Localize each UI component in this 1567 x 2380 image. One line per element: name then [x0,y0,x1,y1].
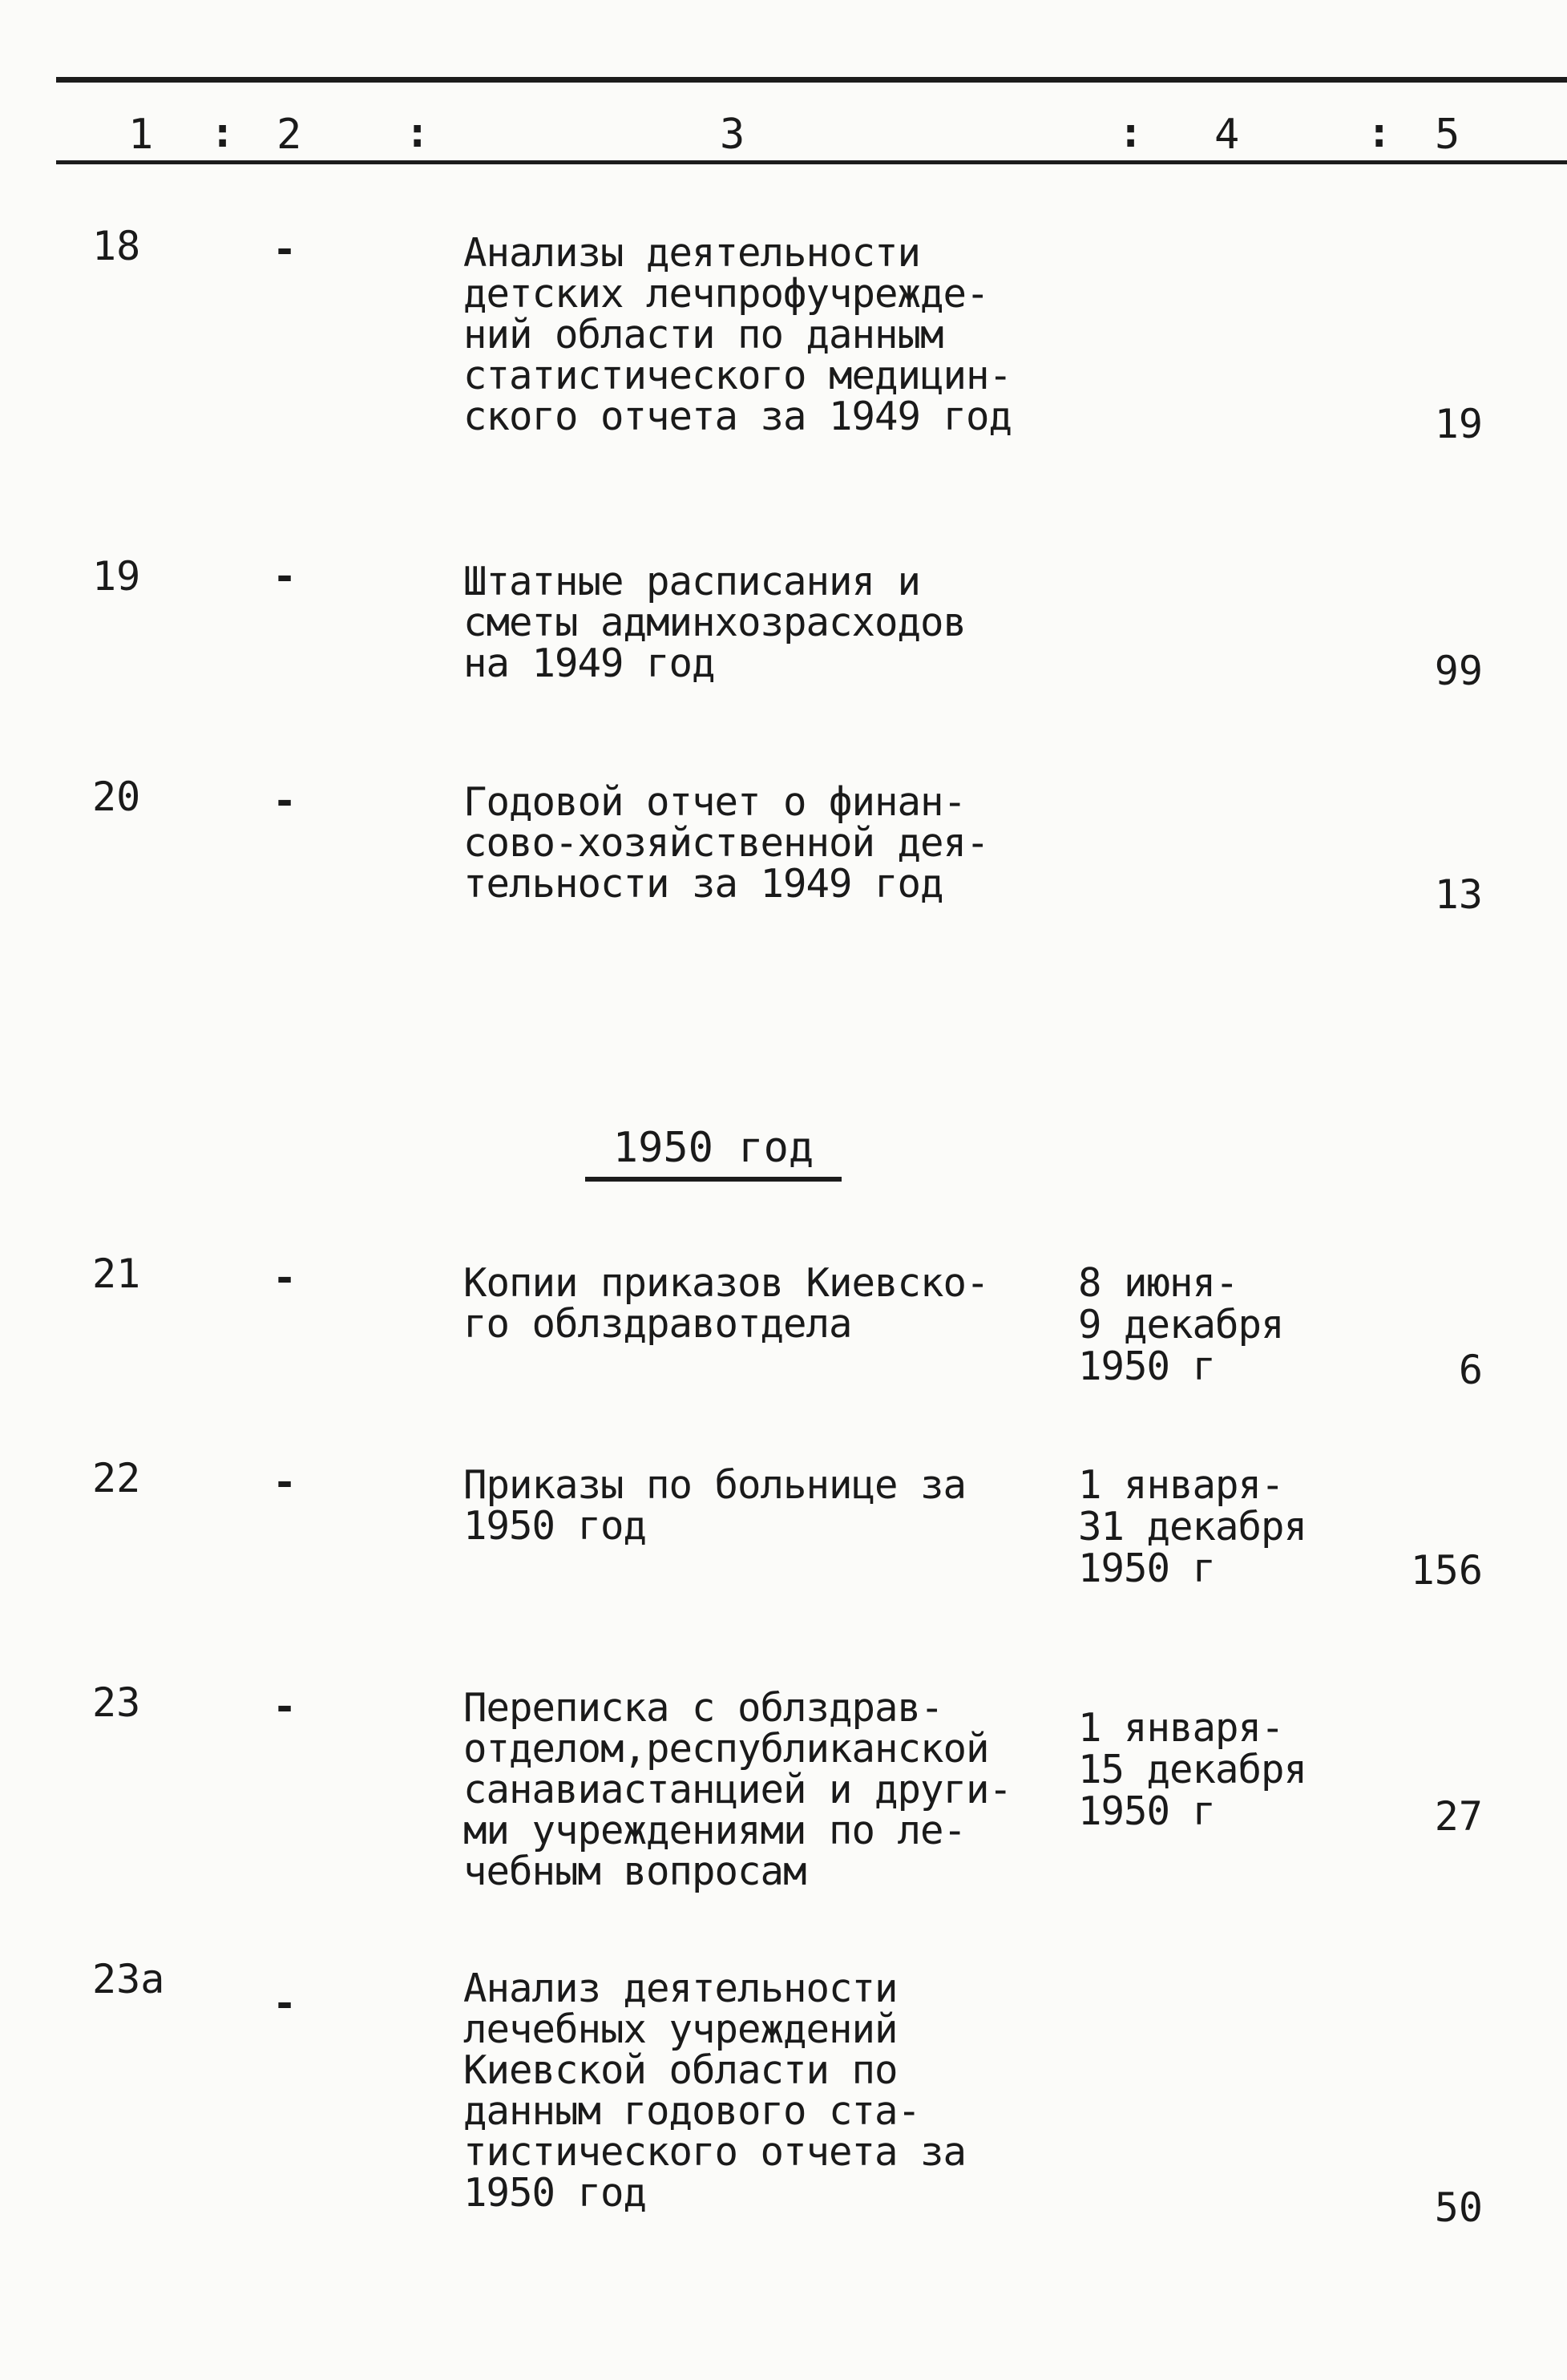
row-sheet-count: 27 [1434,1793,1483,1840]
row-number: 18 [92,223,141,269]
row-title: Копии приказов Киевско- го облздравотдела [463,1260,989,1347]
row-dash: - [273,553,297,600]
row-title: Анализы деятельности детских лечпрофучрежде- ний области по данным статистического медицин- ского отчета за 1949 год [463,230,1012,439]
row-sheet-count: 13 [1434,871,1483,918]
header-separator: : [1367,109,1392,157]
row-number: 19 [92,553,141,600]
row-title: Анализ деятельности лечебных учреждений Киевской области по данным годового ста- тистического отчета за 1950 год [463,1966,967,2216]
header-col-4: 4 [1214,111,1240,159]
header-col-5: 5 [1435,111,1460,159]
row-sheet-count: 19 [1434,401,1483,447]
header-bottom-rule [56,160,1567,164]
row-title: Переписка с облздрав- отделом,республиканской санавиастанцией и други- ми учреждениями по ле- чебным вопросам [463,1685,1012,1894]
header-col-3: 3 [720,111,745,159]
row-number: 20 [92,774,141,820]
header-top-rule [56,77,1567,83]
section-heading-year: 1950 год [612,1124,814,1172]
row-sheet-count: 6 [1458,1347,1483,1393]
row-dash: - [273,1980,297,2026]
row-dash: - [273,1255,297,1301]
row-dash: - [273,778,297,824]
row-number: 22 [92,1455,141,1501]
section-heading-underline [585,1177,842,1182]
row-date-range: 1 января- 15 декабря 1950 г [1078,1705,1307,1834]
row-title: Годовой отчет о финан- сово-хозяйственной дея- тельности за 1949 год [463,779,989,907]
row-date-range: 8 июня- 9 декабря 1950 г [1078,1260,1284,1389]
row-dash: - [273,1459,297,1505]
header-col-2: 2 [277,111,302,159]
header-separator: : [210,109,236,157]
row-dash: - [273,226,297,273]
row-sheet-count: 156 [1410,1547,1483,1594]
row-title: Приказы по больнице за 1950 год [463,1462,967,1549]
row-title: Штатные расписания и сметы админхозрасходов на 1949 год [463,559,967,686]
row-sheet-count: 99 [1434,648,1483,694]
row-sheet-count: 50 [1434,2184,1483,2231]
header-separator: : [405,109,430,157]
row-number: 23 [92,1679,141,1726]
row-number: 21 [92,1251,141,1297]
row-date-range: 1 января- 31 декабря 1950 г [1078,1462,1307,1591]
row-dash: - [273,1683,297,1730]
row-number: 23а [92,1956,165,2002]
header-col-1: 1 [128,111,154,159]
header-separator: : [1118,109,1144,157]
